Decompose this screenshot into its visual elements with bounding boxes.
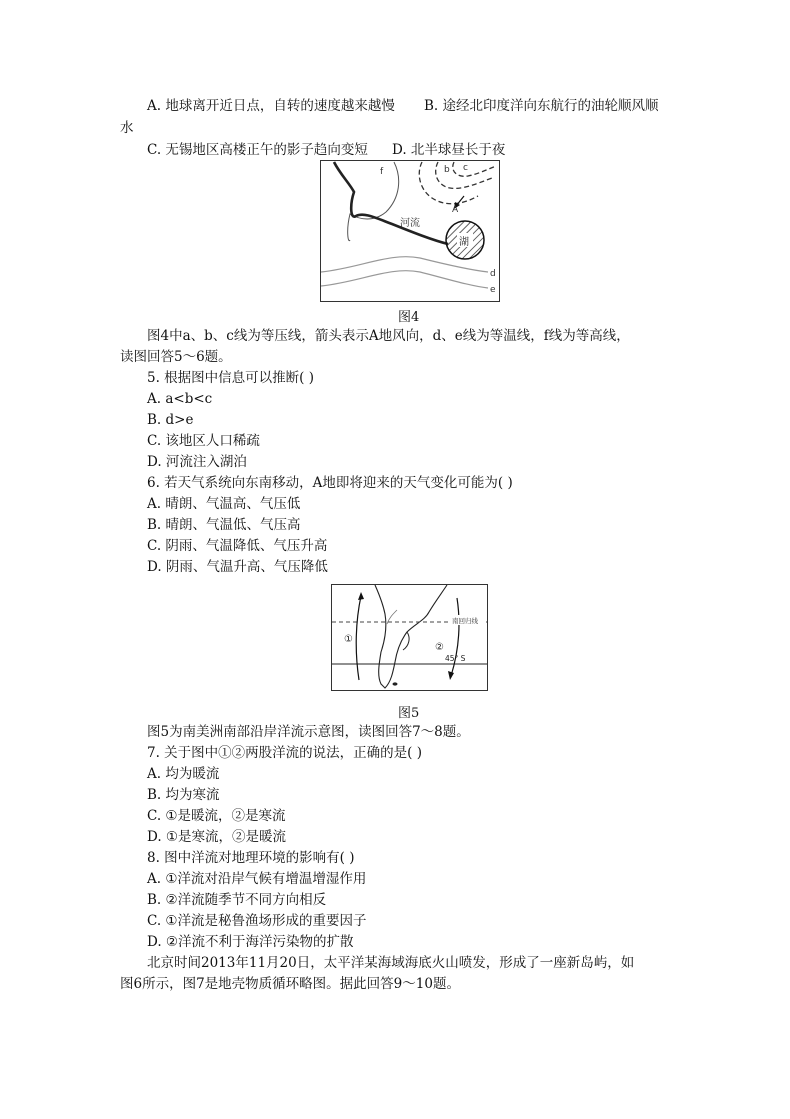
q6-option-b: B. 晴朗、气温低、气压高 — [147, 517, 301, 533]
q5-option-b: B. d>e — [147, 412, 194, 428]
q8-stem: 8. 图中洋流对地理环境的影响有( ) — [147, 850, 355, 866]
intro-q5-6-line2: 读图回答5～6题。 — [120, 349, 232, 365]
label-d: d — [490, 269, 496, 279]
label-current-1: ① — [344, 634, 353, 645]
figure-5-caption: 图5 — [398, 706, 420, 721]
q4-option-b: B. 途经北印度洋向东航行的油轮顺风顺 — [424, 98, 659, 114]
figure-4-caption: 图4 — [398, 310, 420, 325]
q5-option-a: A. a<b<c — [147, 391, 213, 407]
q5-option-c: C. 该地区人口稀疏 — [147, 433, 260, 449]
intro-q5-6-line1: 图4中a、b、c线为等压线，箭头表示A地风向，d、e线为等温线，f线为等高线， — [147, 328, 630, 344]
q7-option-a: A. 均为暖流 — [147, 766, 220, 782]
q7-option-b: B. 均为寒流 — [147, 787, 220, 803]
label-b: b — [444, 165, 450, 175]
q6-stem: 6. 若天气系统向东南移动，A地即将迎来的天气变化可能为( ) — [147, 475, 513, 491]
label-lake: 湖 — [459, 237, 469, 248]
label-tropic: 南回归线 — [452, 617, 478, 625]
q4-option-b-continued: 水 — [120, 120, 134, 136]
intro-q7-8: 图5为南美洲南部沿岸洋流示意图，读图回答7～8题。 — [147, 724, 470, 740]
label-e: e — [490, 285, 496, 295]
falkland-islands — [393, 682, 398, 685]
intro-q9-10-line1: 北京时间2013年11月20日，太平洋某海域海底火山喷发，形成了一座新岛屿，如 — [147, 955, 635, 971]
figure-5-map — [331, 584, 488, 691]
q8-option-b: B. ②洋流随季节不同方向相反 — [147, 892, 327, 908]
q6-option-a: A. 晴朗、气温高、气压低 — [147, 496, 301, 512]
q5-stem: 5. 根据图中信息可以推断( ) — [147, 370, 314, 386]
q5-option-d: D. 河流注入湖泊 — [147, 454, 247, 470]
q7-stem: 7. 关于图中①②两股洋流的说法，正确的是( ) — [147, 745, 422, 761]
figure-4-map — [320, 160, 500, 302]
label-f: f — [380, 167, 384, 177]
intro-q9-10-line2: 图6所示，图7是地壳物质循环略图。据此回答9～10题。 — [120, 976, 460, 992]
q6-option-d: D. 阴雨、气温升高、气压降低 — [147, 559, 328, 575]
q8-option-c: C. ①洋流是秘鲁渔场形成的重要因子 — [147, 913, 367, 929]
q4-option-d: D. 北半球昼长于夜 — [392, 142, 506, 158]
q7-option-c: C. ①是暖流，②是寒流 — [147, 808, 286, 824]
q4-option-c: C. 无锡地区高楼正午的影子趋向变短 — [147, 142, 368, 158]
q4-option-a: A. 地球离开近日点，自转的速度越来越慢 — [147, 98, 395, 114]
label-current-2: ② — [435, 642, 444, 653]
label-river: 河流 — [400, 218, 420, 229]
figure-4-svg — [320, 160, 500, 302]
label-a: A — [452, 205, 459, 215]
figure-5-svg — [331, 584, 488, 691]
label-c: c — [463, 163, 468, 173]
q6-option-c: C. 阴雨、气温降低、气压升高 — [147, 538, 328, 554]
q8-option-a: A. ①洋流对沿岸气候有增温增湿作用 — [147, 871, 367, 887]
q7-option-d: D. ①是寒流，②是暖流 — [147, 829, 287, 845]
label-45s: 45° S — [445, 654, 466, 663]
q8-option-d: D. ②洋流不利于海洋污染物的扩散 — [147, 934, 354, 950]
